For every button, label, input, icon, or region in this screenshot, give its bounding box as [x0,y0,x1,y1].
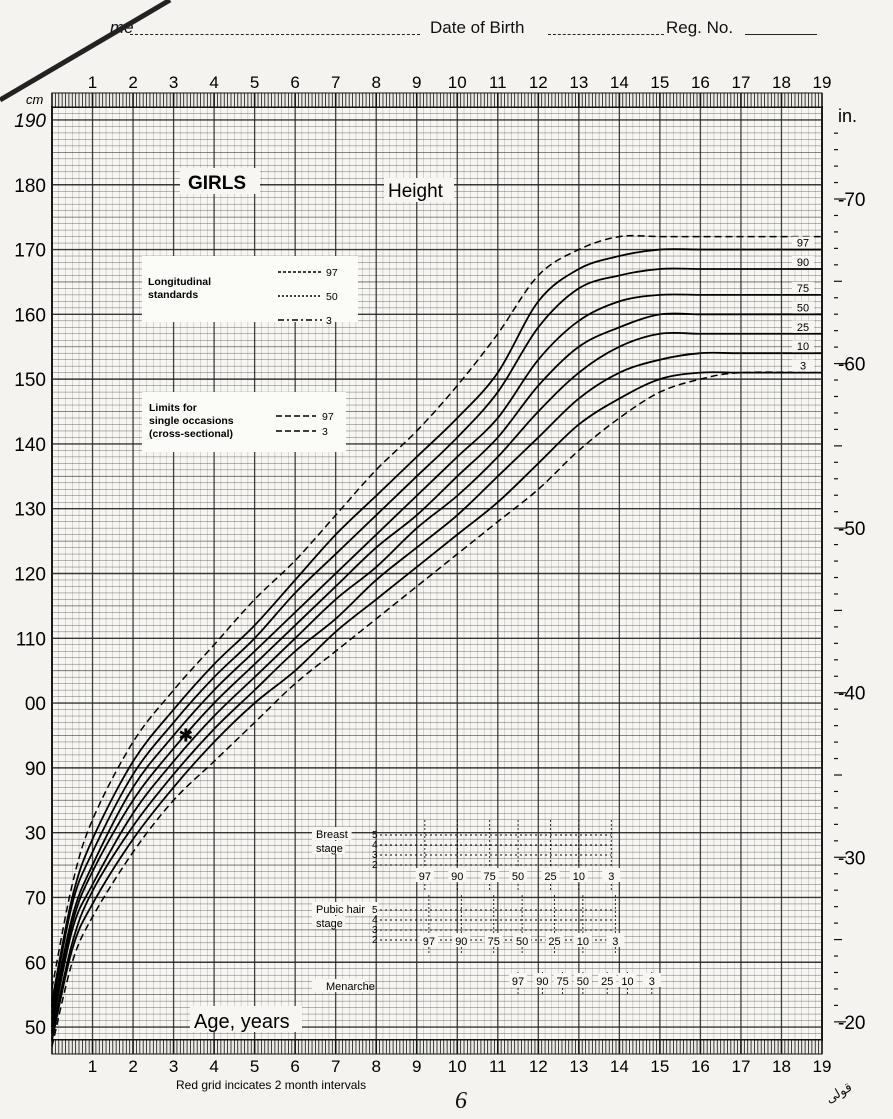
stage-label: 5 [372,905,378,916]
x-tick-label-bottom: 7 [330,1057,341,1076]
x-tick-label-bottom: 3 [168,1057,179,1076]
y-tick-label: 180 [14,175,46,197]
x-tick-label-top: 12 [528,73,548,92]
x-tick-label-bottom: 15 [650,1057,670,1076]
maturity-percentile: 25 [548,936,561,948]
maturity-percentile: 97 [511,976,525,988]
curve-label: 25 [796,321,810,334]
x-tick-label-bottom: 4 [209,1057,219,1076]
curve-label: 75 [796,282,810,295]
x-tick-label-top: 14 [609,73,629,92]
x-tick-label-top: 1 [87,73,98,92]
x-tick-label-top: 16 [690,73,710,92]
x-tick-label-top: 17 [731,73,751,92]
x-tick-label-bottom: 17 [731,1057,751,1076]
pen-mark [0,0,170,100]
x-tick-label-bottom: 6 [290,1057,300,1076]
x-tick-label-top: 4 [209,73,219,92]
x-tick-label-bottom: 8 [371,1057,381,1076]
x-tick-label-bottom: 9 [412,1057,422,1076]
x-tick-label-top: 6 [290,73,300,92]
x-tick-label-bottom: 12 [528,1057,548,1076]
x-tick-label-top: 11 [488,73,507,92]
x-tick-label-top: 8 [371,73,381,92]
legend-limit-label: 3 [322,426,328,438]
inch-label: -30 [838,848,866,870]
stage-label: 4 [372,840,378,851]
x-tick-label-bottom: 18 [772,1057,791,1076]
y-axis-unit: cm [26,92,44,107]
chart-footnote: Red grid incicates 2 month intervals [176,1078,367,1092]
stage-label: 4 [372,915,378,926]
x-tick-label-top: 10 [447,73,467,92]
x-tick-label-top: 3 [168,73,179,92]
y-tick-label: 70 [24,888,46,910]
maturity-percentile: 10 [621,976,634,988]
x-tick-label-bottom: 16 [690,1057,710,1076]
curve-label: 3 [799,360,807,373]
maturity-percentile: 3 [612,936,619,948]
maturity-percentile: 10 [572,871,585,883]
maturity-label: Menarche [326,981,375,993]
maturity-label: Breast [316,829,348,841]
stage-label: 3 [372,925,378,936]
maturity-percentile: 90 [451,871,464,883]
stage-label: 2 [372,860,378,871]
legend-limits-title: (cross-sectional) [149,428,234,440]
curve-label: 90 [796,256,810,269]
stage-label: 5 [372,830,378,841]
inch-label: -40 [838,683,866,705]
maturity-percentile: 10 [576,936,590,948]
legend-limits-title: single occasions [149,415,234,427]
handwritten-note: قولى [823,1079,855,1106]
x-tick-label-top: 19 [812,73,832,92]
inch-label: -50 [838,519,866,541]
x-tick-label-bottom: 14 [609,1057,629,1076]
maturity-percentile: 25 [601,976,614,988]
legend-limit-label: 97 [322,411,334,423]
maturity-percentile: 50 [511,871,525,883]
y-tick-label: 120 [14,564,46,586]
y-tick-label: 110 [15,629,46,651]
maturity-label: stage [316,918,343,930]
legend-longitudinal-title: Longitudinal [148,276,211,288]
maturity-label: Pubic hair [316,904,365,916]
legend-line-label: 50 [326,291,338,303]
x-tick-label-bottom: 11 [488,1057,507,1076]
curve-label: 97 [796,237,810,250]
name-label: me [110,18,134,37]
inch-label: -20 [838,1012,866,1034]
maturity-percentile: 50 [515,936,529,948]
y-tick-label: 30 [24,823,46,845]
y-tick-label: 50 [24,1018,46,1040]
x-tick-label-bottom: 10 [447,1057,467,1076]
x-tick-label-top: 5 [249,73,260,92]
maturity-percentile: 97 [422,936,436,948]
y-tick-label: 60 [24,953,46,975]
x-tick-label-top: 2 [128,73,138,92]
chart-grid [52,107,822,1040]
maturity-percentile: 25 [544,871,557,883]
y2-axis-unit: in. [838,106,858,126]
y-tick-label: 160 [14,305,46,327]
chart-title: GIRLS [188,173,247,194]
x-tick-label-bottom: 19 [812,1057,832,1076]
maturity-percentile: 75 [487,936,500,948]
maturity-label: stage [316,843,343,855]
inch-label: -60 [838,354,866,376]
x-tick-label-top: 13 [569,73,589,92]
curve-label: 10 [796,341,810,354]
stage-label: 2 [372,935,378,946]
stage-label: 3 [372,850,378,861]
legend-longitudinal-title-2: standards [148,289,199,301]
x-tick-label-top: 18 [772,73,791,92]
y-tick-label: 170 [14,240,46,262]
maturity-percentile: 90 [455,936,468,948]
reg-label: Reg. No. [666,18,734,37]
chart-subtitle: Height [388,181,443,202]
maturity-percentile: 75 [556,976,569,988]
plotted-point: ✱ [178,725,194,747]
y-tick-label: 140 [14,434,46,456]
inch-label: -70 [838,190,866,212]
y-tick-label: 00 [24,694,46,716]
y-tick-label: 130 [14,499,46,521]
x-tick-label-bottom: 5 [249,1057,260,1076]
x-tick-label-bottom: 1 [87,1057,98,1076]
maturity-percentile: 3 [608,871,615,883]
x-tick-label-top: 15 [650,73,670,92]
x-axis-label: Age, years [194,1011,290,1033]
y-tick-label: 190 [14,110,46,132]
dob-label: Date of Birth [430,18,525,37]
maturity-percentile: 50 [576,976,590,988]
maturity-percentile: 90 [536,976,549,988]
legend-line-label: 97 [326,267,338,279]
y-tick-label: 90 [24,758,46,780]
maturity-percentile: 75 [483,871,496,883]
maturity-percentile: 97 [418,871,431,883]
x-tick-label-top: 7 [330,73,341,92]
x-tick-label-bottom: 13 [569,1057,589,1076]
legend-limits-title: Limits for [149,402,197,414]
x-tick-label-top: 9 [412,73,422,92]
curve-label: 50 [796,302,810,315]
x-tick-label-bottom: 2 [128,1057,138,1076]
legend-line-label: 3 [326,315,332,327]
maturity-percentile: 3 [648,976,655,988]
page-number: 6 [455,1088,467,1114]
y-tick-label: 150 [14,370,46,392]
